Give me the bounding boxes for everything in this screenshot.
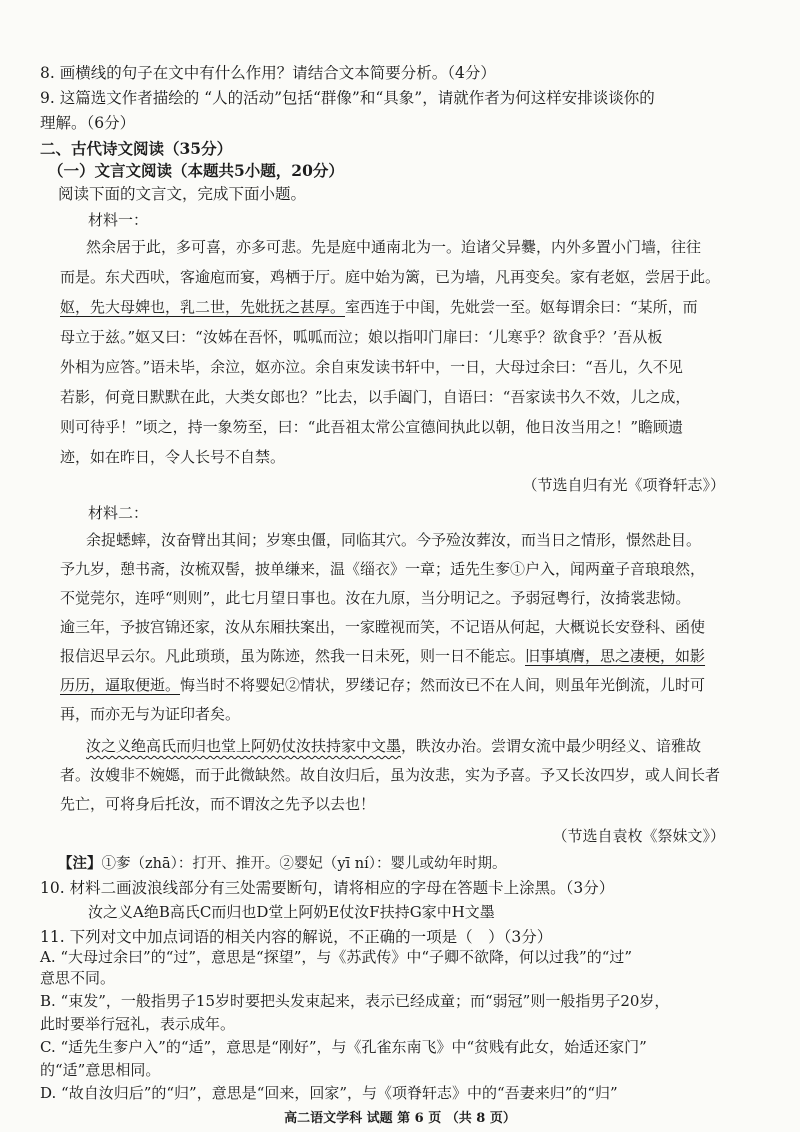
material-1-line: 然余居于此，多可喜，亦多可悲。先是庭中通南北为一。迨诸父异爨，内外多置小门墙，往往 [86, 238, 702, 256]
material-2-line-5 [60, 649, 705, 664]
option-c-line-1: C. “适先生奓户入”的“适”，意思是“刚好”，与《孔雀东南飞》中“贫贱有此女，始适还家门” [40, 1038, 647, 1056]
material-1-line-3 [60, 300, 698, 315]
note-label: 【注】 [58, 855, 102, 872]
material-2-line-8 [86, 739, 701, 754]
section-intro: 阅读下面的文言文，完成下面小题。 [58, 185, 307, 203]
option-c-line-2: 的“适”意思相同。 [40, 1061, 161, 1079]
option-a-line-2: 意思不同。 [40, 969, 116, 987]
material-2-line-5-pre: 报信迟早云尔。凡此琐琐，虽为陈迹，然我一日未死，则一日不能忘。 [60, 647, 526, 665]
material-1-source: （节选自归有光《项脊轩志》） [522, 476, 725, 494]
material-2-line: 余捉蟋蟀，汝奋臂出其间；岁寒虫僵，同临其穴。今予殓汝葬汝，而当日之情形，憬然赴目。 [86, 531, 702, 549]
material-2-line: 予九岁，憩书斋，汝梳双髻，披单缣来，温《缁衣》一章；适先生奓①户入，闻两童子音琅琅然， [60, 560, 706, 578]
material-2-line-6 [60, 678, 705, 693]
question-9-line-1: 9. 这篇选文作者描绘的 “人的活动”包括“群像”和“具象”，请就作者为何这样安排谈谈你的 [40, 89, 655, 107]
section-subtitle: （一）文言文阅读（本题共5小题，20分） [48, 161, 344, 180]
material-2-label: 材料二： [88, 504, 149, 522]
material-2-source: （节选自袁枚《祭妹文》） [552, 827, 725, 845]
material-1-line: 母立于兹。”妪又曰：“汝姊在吾怀，呱呱而泣；娘以指叩门扉曰：‘儿寒乎？欲食乎？’吾从板 [60, 328, 663, 346]
question-9-line-2: 理解。（6分） [40, 114, 136, 132]
material-2-line: 逾三年，予披宫锦还家，汝从东厢扶案出，一家瞠视而笑，不记语从何起，大概说长安登科、函使 [60, 618, 706, 636]
option-b-line-1: B. “束发”，一般指男子15岁时要把头发束起来，表示已经成童；而“弱冠”则一般指男子20岁， [40, 992, 670, 1010]
material-1-line-3-rest: 室西连于中闺，先妣尝一至。妪每谓余曰：“某所，而 [345, 298, 698, 316]
wavy-underlined-sentence: 汝之义绝高氏而归也堂上阿奶仗汝扶持家中文墨 [86, 737, 402, 755]
question-10: 10. 材料二画波浪线部分有三处需要断句，请将相应的字母在答题卡上涂黑。（3分） [40, 879, 615, 897]
question-8: 8. 画横线的句子在文中有什么作用？请结合文本简要分析。（4分） [40, 64, 496, 82]
underlined-sentence: 旧事填膺，思之凄梗，如影 [525, 647, 706, 665]
option-d-line-1: D. “故自汝归后”的“归”，意思是“回来，回家”，与《项脊轩志》中的“吾妻来归”的“归” [40, 1084, 618, 1102]
page-footer: 高二语文学科 试题 第 6 页 （共 8 页） [284, 1111, 516, 1126]
section-title: 二、古代诗文阅读（35分） [40, 139, 233, 158]
material-2-line: 先亡，可将身后托汝，而不谓汝之先予以去也！ [60, 795, 376, 813]
question-11: 11. 下列对文中加点词语的相关内容的解说，不正确的一项是（ ）（3分） [40, 928, 553, 946]
material-1-label: 材料一： [88, 211, 149, 229]
material-2-line: 再，而亦无与为证印者矣。 [60, 705, 241, 723]
material-2-line: 者。汝嫂非不婉嫕，而于此微缺然。故自汝归后，虽为汝悲，实为予喜。予又长汝四岁，或人间长者 [60, 766, 721, 784]
underlined-sentence: 历历，逼取便逝。 [60, 676, 181, 694]
material-1-line: 迹，如在昨日，令人长号不自禁。 [60, 448, 286, 466]
underlined-sentence: 妪，先大母婢也，乳二世，先妣抚之甚厚。 [60, 298, 346, 316]
option-a-line-1: A. “大母过余曰”的“过”，意思是“探望”，与《苏武传》中“子卿不欲降，何以过我”的“过” [40, 948, 633, 966]
material-2-line-6-rest: 悔当时不将婴妃②情状，罗缕记存；然而汝已不在人间，则虽年光倒流，儿时可 [180, 676, 706, 694]
question-10-sentence: 汝之义A绝B高氏C而归也D堂上阿奶E仗汝F扶持G家中H文墨 [88, 903, 495, 921]
material-1-line: 若影，何竟日默默在此，大类女郎也？”比去，以手阖门，自语曰：“吾家读书久不效，儿之成， [60, 388, 691, 406]
material-1-line: 外相为应答。”语未毕，余泣，妪亦泣。余自束发读书轩中，一日，大母过余曰：“吾儿，久不见 [60, 358, 683, 376]
note-text: ①奓（zhā）：打开、推开。②婴妃（yī ní）：婴儿或幼年时期。 [101, 856, 507, 872]
material-1-line: 则可待乎！”顷之，持一象笏至，曰：“此吾祖太常公宣德间执此以朝，他日汝当用之！”瞻顾遗 [60, 418, 684, 436]
material-2-line: 不觉莞尔，连呼“则则”，此七月望日事也。汝在九原，当分明记之。予弱冠粤行，汝掎裳悲恸。 [60, 589, 691, 607]
material-1-line: 而是。东犬西吠，客逾庖而宴，鸡栖于厅。庭中始为篱，已为墙，凡再变矣。家有老妪，尝居于此。 [60, 268, 721, 286]
annotation-note [58, 857, 507, 872]
option-b-line-2: 此时要举行冠礼，表示成年。 [40, 1015, 236, 1033]
material-2-line-8-rest: ，眣汝办治。尝谓女流中最少明经义、谙雅故 [401, 737, 702, 755]
